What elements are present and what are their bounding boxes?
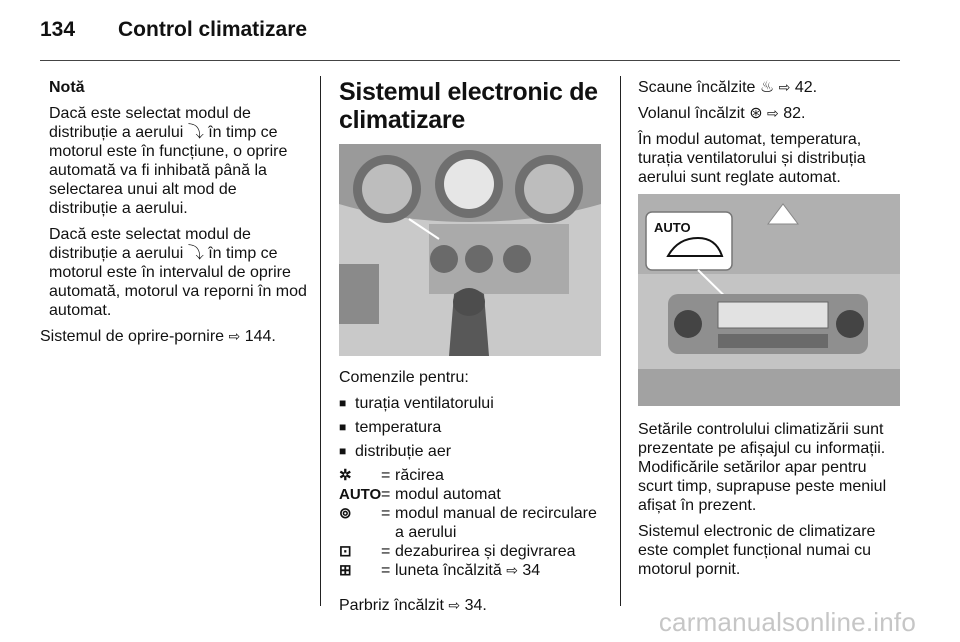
- column-divider: [620, 76, 621, 606]
- page-ref-arrow-icon: ⇨: [228, 328, 241, 344]
- auto-display-figure: [638, 194, 900, 406]
- symbol-legend: [339, 466, 605, 580]
- column-2: [339, 78, 605, 622]
- watermark: carmanualsonline.info: [658, 607, 916, 637]
- list-item: ■ temperatura: [339, 418, 605, 437]
- final-paragraph: Sistemul electronic de climatizare este complet funcțional numai cu motorul pornit.: [638, 523, 876, 578]
- page-number: 134: [40, 18, 76, 41]
- controls-intro: Comenzile pentru:: [339, 369, 469, 386]
- note-paragraph: Dacă este selectat modul de distribuție a aerului ⤵ în timp ce motorul este în funcțiune, o oprire automată va fi inhibată până la selectarea unui alt mod de distribuție a aerului.: [49, 105, 288, 217]
- cross-reference: Scaune încălzite ♨ ⇨ 42.: [638, 79, 818, 96]
- column-3: [638, 78, 904, 586]
- cross-reference: Volanul încălzit ⊛ ⇨ 82.: [638, 105, 806, 122]
- section-heading: Sistemul electronic de climatizare: [339, 78, 598, 134]
- climate-panel-illustration: [339, 144, 601, 356]
- header-rule: [40, 60, 900, 61]
- cross-reference: Sistemul de oprire-pornire ⇨ 144.: [40, 328, 276, 345]
- legend-row: ⊡ = dezaburirea și degivrarea: [339, 543, 576, 560]
- recirculation-icon: ⊚: [339, 505, 352, 522]
- auto-mode-icon: AUTO: [339, 486, 382, 503]
- note-paragraph: Dacă este selectat modul de distribuție a aerului ⤵ în timp ce motorul este în intervalul de oprire automată, motorul va reporni în mod automat.: [49, 226, 307, 319]
- cross-reference: Parbriz încălzit ⇨ 34.: [339, 597, 487, 614]
- controls-list: [339, 394, 605, 461]
- settings-paragraph: Setările controlului climatizării sunt prezentate pe afișajul cu informații. Modificările setărilor apar pentru scurt timp, suprapuse peste meniul afișat în prezent.: [638, 421, 887, 514]
- page-ref-arrow-icon: ⇨: [448, 597, 461, 613]
- legend-row: AUTO = modul automat: [339, 486, 501, 503]
- legend-row: ⊚ = modul manual de recirculare a aerului: [339, 505, 597, 541]
- page-ref-arrow-icon: ⇨: [778, 79, 791, 95]
- legend-row: ✲ = răcirea: [339, 467, 444, 484]
- column-divider: [320, 76, 321, 606]
- auto-label: AUTO: [654, 220, 691, 235]
- cooling-icon: ✲: [339, 467, 352, 484]
- heated-seat-icon: ♨: [759, 79, 775, 96]
- legend-row: ⊞ = luneta încălzită ⇨ 34: [339, 562, 541, 579]
- page-ref-arrow-icon: ⇨: [767, 105, 779, 121]
- heated-steering-wheel-icon: ⊛: [749, 105, 763, 122]
- air-distribution-icon: ⤵: [187, 245, 204, 262]
- auto-mode-paragraph: În modul automat, temperatura, turația ventilatorului și distribuția aerului sunt reglate automat.: [638, 131, 866, 186]
- note-title: Notă: [49, 79, 85, 96]
- list-item: ■ distribuție aer: [339, 442, 605, 461]
- column-1: [40, 78, 308, 353]
- heated-rear-window-icon: ⊞: [339, 562, 352, 579]
- list-item: ■ turația ventilatorului: [339, 394, 605, 413]
- page-header: [40, 18, 900, 58]
- defrost-icon: ⊡: [339, 543, 352, 560]
- note-box: [40, 78, 308, 320]
- climate-panel-figure: [339, 144, 601, 356]
- page-ref-arrow-icon: ⇨: [506, 562, 518, 578]
- auto-display-illustration: [638, 194, 900, 406]
- page-title: Control climatizare: [118, 18, 308, 41]
- air-distribution-icon: ⤵: [187, 124, 204, 141]
